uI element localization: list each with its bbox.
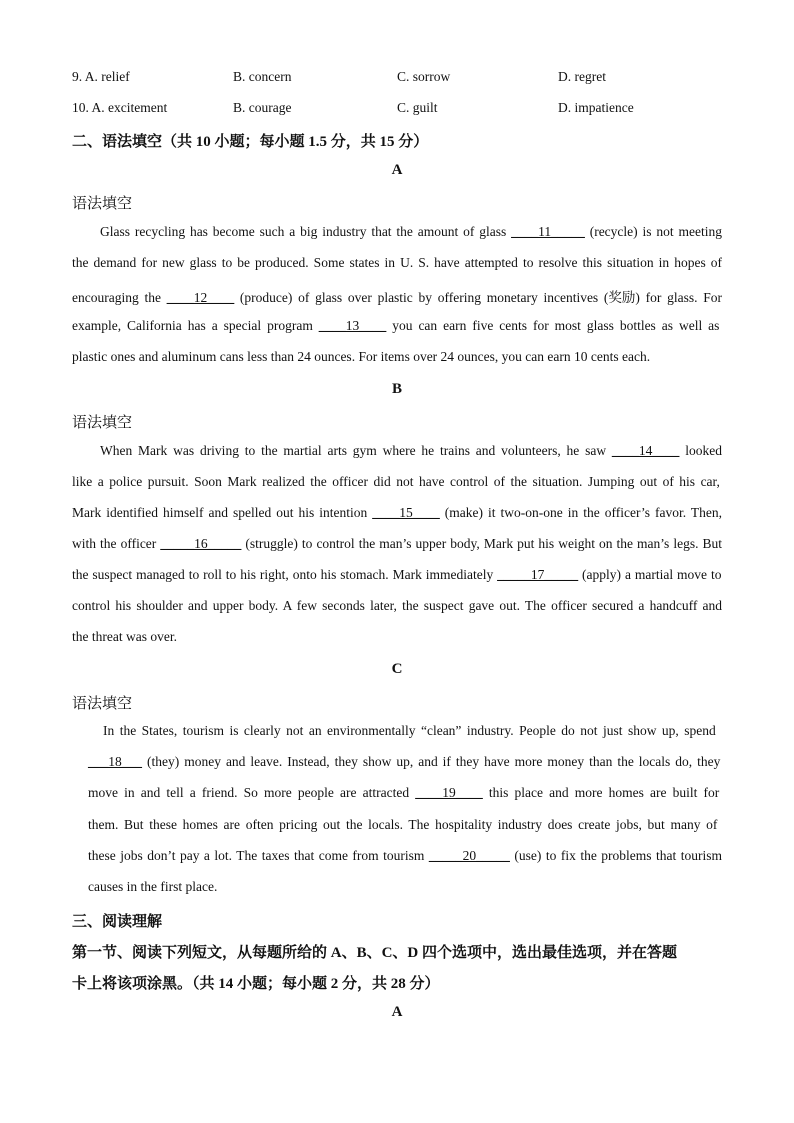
section-3-heading: 三、阅读理解 — [72, 914, 163, 930]
option-10-a: 10. A. excitement — [72, 100, 168, 115]
answer-blank[interactable]: ____19____ — [415, 785, 483, 801]
answer-blank[interactable]: _____17_____ — [497, 567, 579, 582]
part-a-letter: A — [391, 162, 403, 178]
passage-line — [88, 879, 217, 895]
section-2-heading: 二、语法填空（共 10 小题；每小题 1.5 分，共 15 分） — [72, 134, 429, 150]
passage-line — [88, 785, 719, 801]
part-b-letter: B — [391, 381, 402, 397]
part-c-letter: C — [391, 661, 403, 677]
passage-line — [100, 224, 722, 240]
passage-line — [72, 474, 720, 490]
part-c-subtitle: 语法填空 — [72, 696, 133, 712]
passage-text: (apply) a martial move to — [578, 567, 722, 582]
answer-blank[interactable]: ____14____ — [611, 443, 680, 458]
section-3-instruction-1: 第一节、阅读下列短文，从每题所给的 A、B、C、D 四个选项中，选出最佳选项，并在答题 — [72, 945, 678, 961]
answer-blank[interactable]: ____11_____ — [511, 224, 585, 239]
passage-text: When Mark was driving to the martial arts gym where he trains and volunteers, he saw — [100, 443, 612, 458]
passage-line — [72, 286, 722, 306]
passage-text: causes in the first place. — [88, 879, 218, 894]
passage-text: this place and more homes are built for — [482, 785, 720, 801]
passage-text: like a police pursuit. Soon Mark realized the officer did not have control of the situation. Jumping out of his car, — [72, 474, 720, 489]
option-9-d: D. regret — [558, 69, 606, 84]
passage-text: (produce) of glass over plastic by offering monetary incentives (奖励) for glass. For — [234, 290, 722, 306]
passage-line — [72, 505, 722, 521]
answer-blank[interactable]: _____16_____ — [160, 536, 242, 551]
passage-line — [72, 318, 719, 334]
passage-line — [72, 598, 722, 614]
option-10-c: C. guilt — [397, 100, 438, 115]
passage-text: (struggle) to control the man’s upper body, Mark put his weight on the man’s legs. But — [241, 536, 722, 551]
option-9-b: B. concern — [233, 69, 292, 84]
part-b-subtitle: 语法填空 — [72, 415, 133, 431]
passage-line — [88, 848, 722, 864]
passage-text: them. But these homes are often pricing out the locals. The hospitality industry does create jobs, but many of — [88, 816, 718, 832]
answer-blank[interactable]: _____20_____ — [428, 847, 510, 863]
passage-line — [72, 536, 722, 552]
passage-line — [72, 255, 722, 271]
passage-line — [88, 817, 717, 833]
passage-line — [72, 629, 177, 645]
option-10-d: D. impatience — [558, 100, 634, 115]
passage-text: Glass recycling has become such a big industry that the amount of glass — [100, 224, 512, 239]
answer-blank[interactable]: ____15____ — [372, 505, 440, 520]
passage-line — [72, 567, 721, 583]
passage-text: you can earn five cents for most glass bottles as well as — [386, 317, 720, 333]
passage-text: the demand for new glass to be produced. Some states in U. S. have attempted to resolve this situation in hopes of — [72, 255, 722, 271]
option-9-a: 9. A. relief — [72, 69, 130, 84]
passage-text: (make) it two-on-one in the officer’s favor. Then, — [439, 505, 722, 520]
passage-text: move in and tell a friend. So more people are attracted — [88, 785, 416, 801]
section-3-instruction-2: 卡上将该项涂黑。（共 14 小题；每小题 2 分，共 28 分） — [72, 976, 440, 992]
passage-text: example, California has a special program — [72, 317, 319, 333]
answer-blank[interactable]: ____13____ — [318, 317, 387, 333]
passage-text: (use) to fix the problems that tourism — [509, 847, 723, 863]
passage-line — [88, 754, 720, 770]
passage-text: the suspect managed to roll to his right, onto his stomach. Mark immediately — [72, 567, 498, 582]
passage-text: Mark identified himself and spelled out his intention — [72, 505, 373, 520]
passage-text: (recycle) is not meeting — [584, 224, 722, 239]
passage-text: plastic ones and aluminum cans less than 24 ounces. For items over 24 ounces, you can earn 10 cents each. — [72, 348, 651, 364]
passage-line — [100, 443, 722, 459]
passage-text: encouraging the — [72, 290, 167, 306]
passage-line — [72, 349, 650, 365]
answer-blank[interactable]: ____12____ — [166, 290, 235, 306]
section-3-letter: A — [391, 1004, 403, 1020]
passage-text: (they) money and leave. Instead, they show up, and if they have more money than the locals do, they — [142, 754, 721, 770]
option-10-b: B. courage — [233, 100, 292, 115]
passage-text: with the officer — [72, 536, 161, 551]
passage-text: these jobs don’t pay a lot. The taxes that come from tourism — [88, 847, 429, 863]
passage-text: In the States, tourism is clearly not an environmentally “clean” industry. People do not just show up, spend — [103, 723, 716, 738]
answer-blank[interactable]: ___18___ — [88, 754, 142, 770]
passage-text: the threat was over. — [72, 629, 177, 644]
option-9-c: C. sorrow — [397, 69, 451, 84]
part-a-subtitle: 语法填空 — [72, 196, 133, 212]
passage-text: looked — [679, 443, 722, 458]
passage-line — [103, 723, 716, 739]
passage-text: control his shoulder and upper body. A few seconds later, the suspect gave out. The officer secured a handcuff and — [72, 598, 722, 613]
